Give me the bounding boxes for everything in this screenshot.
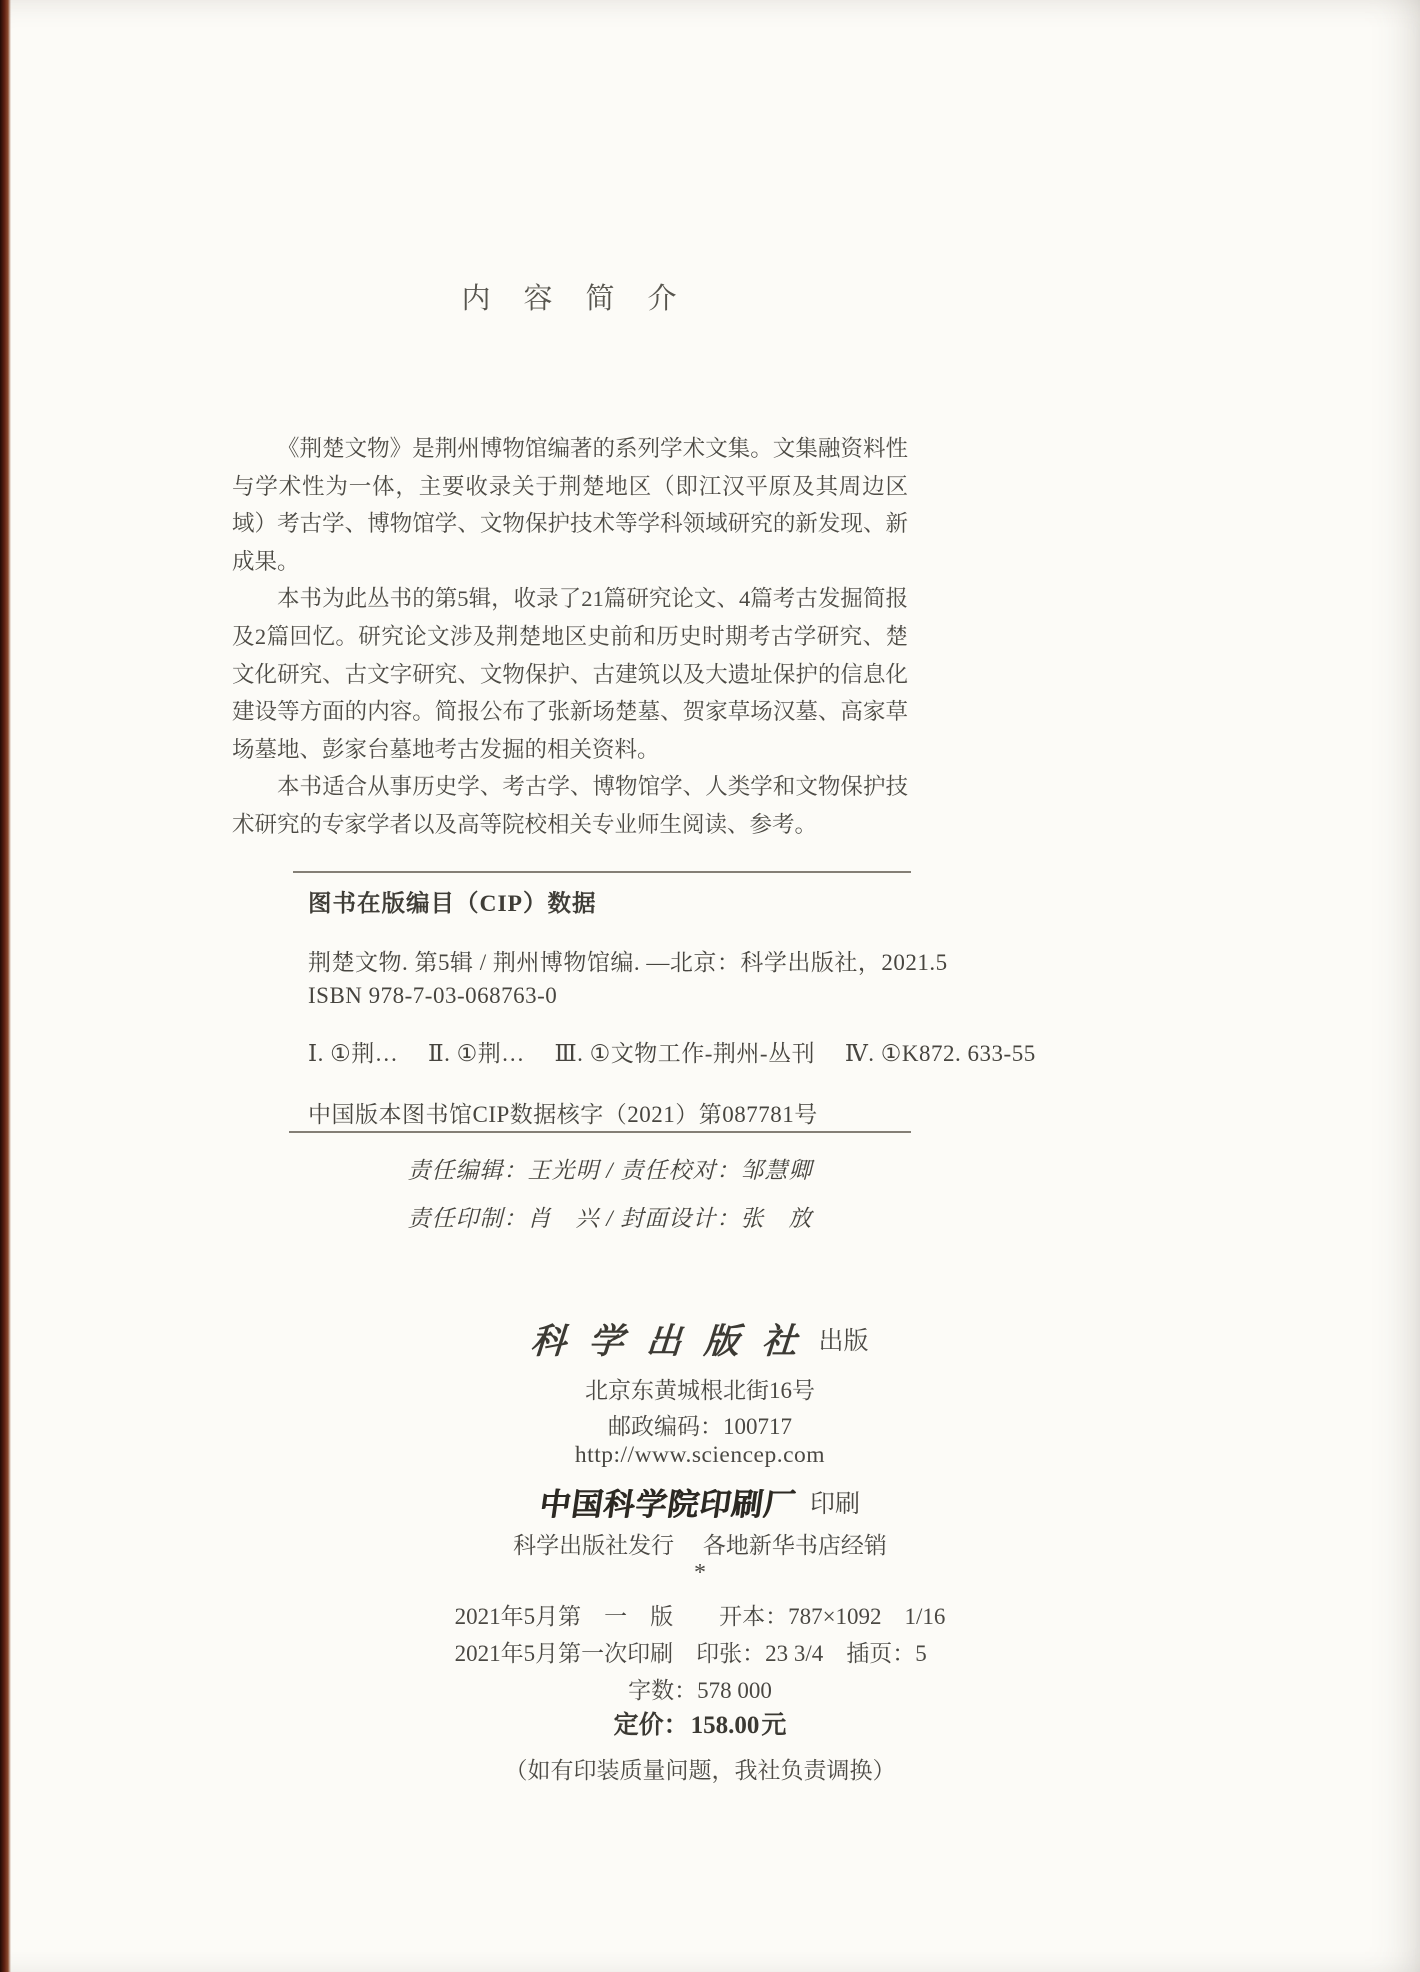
cip-isbn-line: ISBN 978-7-03-068763-0 (308, 983, 558, 1008)
credits-printer-designer-line: 责任印制：肖 兴 / 封面设计：张 放 (407, 1206, 813, 1231)
cip-heading: 图书在版编目（CIP）数据 (308, 891, 597, 917)
publisher-postcode: 邮政编码：100717 (608, 1414, 792, 1439)
content-summary-title: 内 容 简 介 (461, 283, 679, 315)
distribution-line: 科学出版社发行 各地新华书店经销 (513, 1533, 887, 1558)
summary-paragraph: 本书为此丛书的第5辑，收录了21篇研究论文、4篇考古发掘简报及2篇回忆。研究论文涉及荆楚地区史前和历史时期考古学研究、楚文化研究、古文字研究、文物保护、古建筑以及大遗址保护的信息化建设等方面的内容。简报公布了张新场楚墓、贺家草场汉墓、高家草场墓地、彭家台墓地考古发掘的相关资料。 (232, 586, 908, 762)
cip-record-number-line: 中国版本图书馆CIP数据核字（2021）第087781号 (308, 1102, 818, 1127)
summary-paragraph: 本书适合从事历史学、考古学、博物馆学、人类学和文物保护技术研究的专家学者以及高等院校相关专业师生阅读、参考。 (232, 774, 908, 837)
price-label: 定价： (613, 1712, 689, 1739)
publisher-suffix-label: 出版 (818, 1328, 869, 1355)
edition-format-line: 2021年5月第 一 版 开本：787×1092 1/16 (454, 1604, 946, 1629)
divider-asterisk: * (694, 1560, 706, 1586)
cip-top-rule (293, 871, 911, 873)
publisher-line (355, 1314, 1045, 1364)
quality-exchange-note: （如有印装质量问题，我社负责调换） (504, 1758, 896, 1783)
publisher-website: http://www.sciencep.com (574, 1442, 826, 1468)
print-details-block (355, 1598, 1045, 1672)
cip-classification-line: Ⅰ. ①荆… Ⅱ. ①荆… Ⅲ. ①文物工作-荆州-丛刊 Ⅳ. ①K872. 633-55 (308, 1041, 1036, 1066)
price-unit: 元 (761, 1712, 787, 1739)
science-press-logo: 科 学 出 版 社 (529, 1322, 806, 1361)
price-line (355, 1705, 1045, 1741)
cip-bottom-rule (289, 1131, 911, 1133)
publisher-address: 北京东黄城根北街16号 (585, 1378, 815, 1403)
printing-sheets-line: 2021年5月第一次印刷 印张：23 3/4 插页：5 (454, 1641, 927, 1666)
print-details-inner (455, 1598, 946, 1672)
book-binding-edge (0, 0, 11, 1972)
printer-suffix-label: 印刷 (809, 1491, 860, 1518)
summary-paragraph: 《荆楚文物》是荆州博物馆编著的系列学术文集。文集融资料性与学术性为一体，主要收录关于荆楚地区（即江汉平原及其周边区域）考古学、博物馆学、文物保护技术等学科领域研究的新发现、新成果。 (232, 436, 908, 574)
cas-printing-house-logo: 中国科学院印刷厂 (537, 1487, 799, 1522)
word-count-line: 字数：578 000 (628, 1678, 772, 1703)
printer-line (355, 1479, 1045, 1524)
cip-title-line: 荆楚文物. 第5辑 / 荆州博物馆编. —北京：科学出版社，2021.5 (308, 950, 948, 975)
price-value: 158.00 (690, 1712, 760, 1739)
credits-editor-proofreader-line: 责任编辑：王光明 / 责任校对：邹慧卿 (407, 1158, 813, 1183)
content-summary-paragraphs (232, 430, 908, 844)
